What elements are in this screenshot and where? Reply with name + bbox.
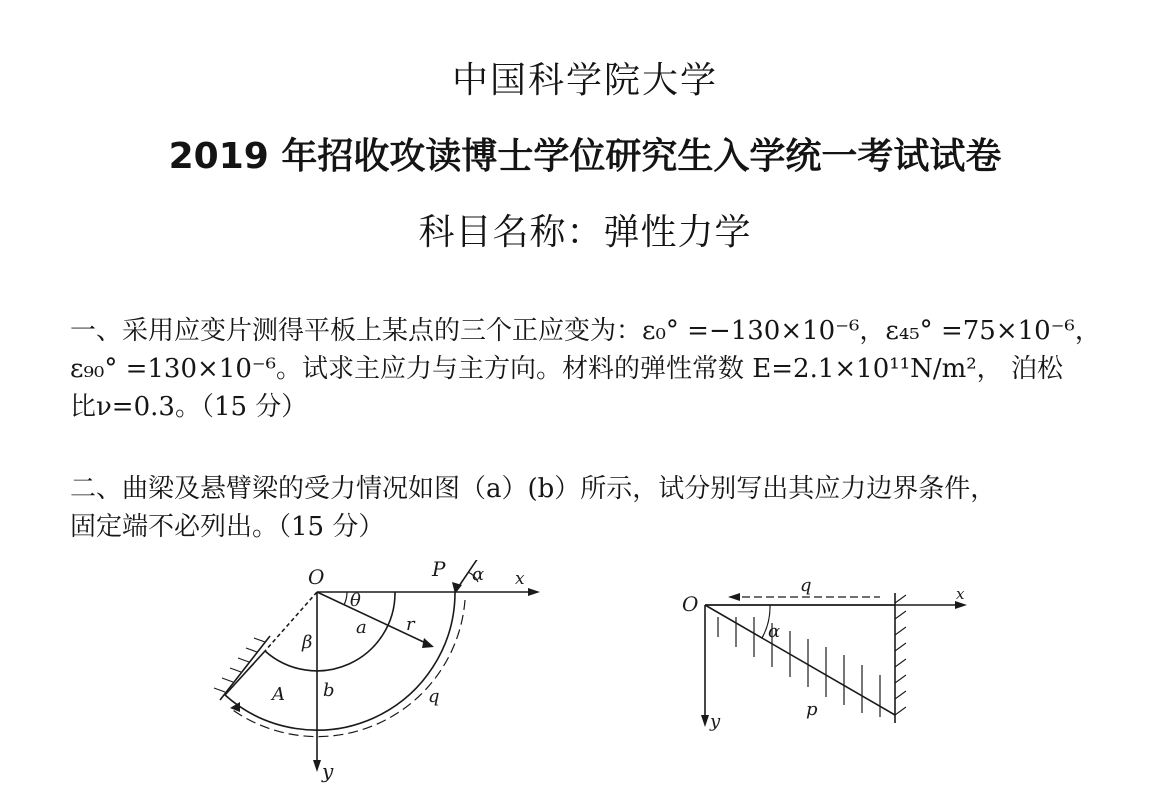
label-beta: β xyxy=(302,632,313,653)
outer-arc xyxy=(225,592,455,730)
label-p: p xyxy=(806,699,818,720)
label-O: O xyxy=(308,565,325,589)
support-line xyxy=(220,636,270,700)
label-O: O xyxy=(682,592,699,616)
inner-arc xyxy=(265,592,395,671)
y-axis-arrow xyxy=(701,715,709,727)
label-r: r xyxy=(406,614,415,635)
shear-q-arrow xyxy=(728,593,740,601)
question-1-line-1: 一、采用应变片测得平板上某点的三个正应变为：ε₀° =−130×10⁻⁶，ε₄₅° =75×10⁻⁶， xyxy=(70,316,1101,346)
question-1-line-3: 比ν=0.3。（15 分） xyxy=(70,392,308,422)
label-A: A xyxy=(272,684,285,705)
support-hatch xyxy=(214,638,265,692)
end-section xyxy=(225,651,265,695)
label-q: q xyxy=(428,686,440,707)
y-axis-arrow xyxy=(313,760,321,772)
question-2-line-1: 二、曲梁及悬臂梁的受力情况如图（a）(b）所示，试分别写出其应力边界条件， xyxy=(70,474,997,504)
beam-bottom-edge xyxy=(705,605,895,715)
question-1-line-2: ε₉₀° =130×10⁻⁶。试求主应力与主方向。材料的弹性常数 E=2.1×10¹¹N/m²， 泊松 xyxy=(70,354,1063,384)
x-axis-arrow xyxy=(528,588,540,596)
shear-q-dashes xyxy=(230,600,465,737)
wall-hatch xyxy=(895,595,906,715)
label-a: a xyxy=(356,617,367,638)
label-P: P xyxy=(432,560,446,581)
figure-b-cantilever-beam xyxy=(680,575,980,735)
label-alpha: α xyxy=(472,564,485,585)
label-theta: θ xyxy=(350,590,361,611)
label-q: q xyxy=(800,575,812,596)
label-y: y xyxy=(322,759,334,783)
question-2-line-2: 固定端不必列出。（15 分） xyxy=(70,512,385,542)
load-p-arrows xyxy=(718,617,880,717)
label-x: x xyxy=(515,569,525,589)
label-x: x xyxy=(956,585,965,603)
subject-title: 科目名称：弹性力学 xyxy=(418,212,752,253)
radius-arrow xyxy=(422,638,434,648)
school-title: 中国科学院大学 xyxy=(451,60,718,101)
figure-a-curved-beam xyxy=(210,560,550,790)
label-b: b xyxy=(323,680,335,701)
label-alpha: α xyxy=(768,621,781,642)
label-y: y xyxy=(710,711,721,732)
question-1 xyxy=(70,312,1101,426)
exam-title: 2019 年招收攻读博士学位研究生入学统一考试试卷 xyxy=(168,136,1002,177)
theta-arc xyxy=(344,592,347,605)
question-2 xyxy=(70,470,1095,546)
